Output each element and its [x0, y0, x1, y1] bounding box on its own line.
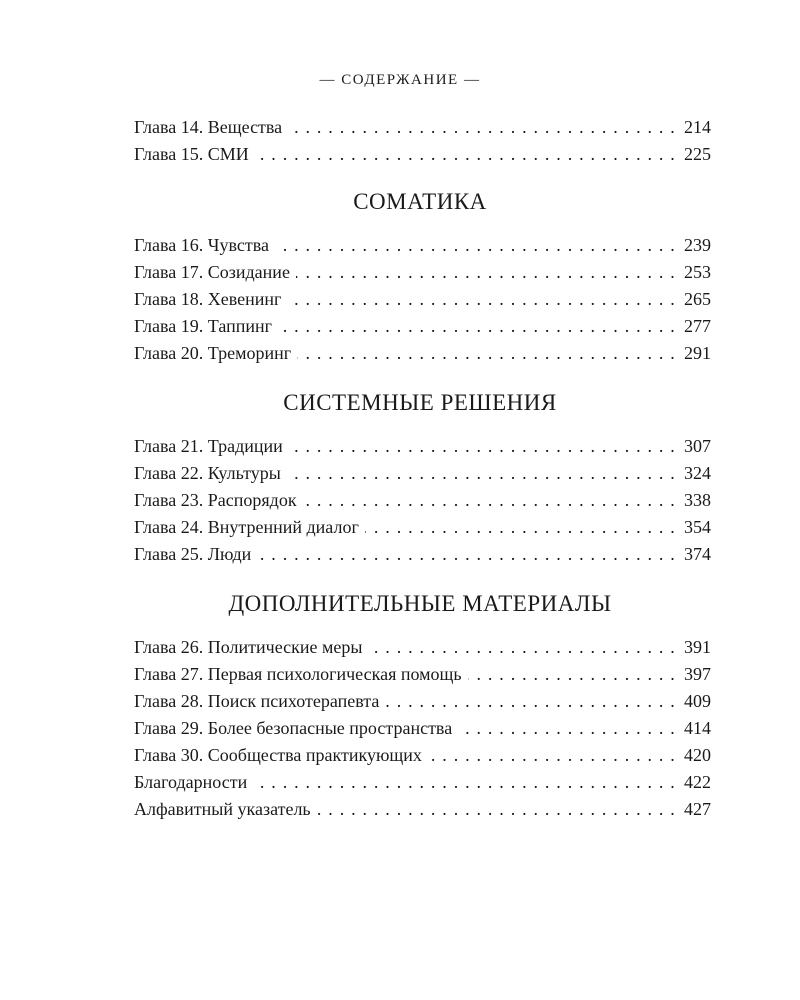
section-heading: СИСТЕМНЫЕ РЕШЕНИЯ [283, 390, 557, 415]
toc-entry-page: 391 [684, 637, 711, 657]
section-heading: СОМАТИКА [353, 189, 487, 214]
toc-entry-title: Глава 21. Традиции [134, 436, 283, 456]
toc-entry-page: 409 [684, 691, 711, 711]
toc-entry-title: Глава 18. Хевенинг [134, 289, 282, 309]
toc-entry-page: 420 [684, 745, 711, 765]
toc-entry[interactable] [134, 688, 711, 715]
toc-entry-page: 265 [684, 289, 711, 309]
toc-entry-title: Глава 30. Сообщества практикующих [134, 745, 422, 765]
toc-entry[interactable] [134, 514, 711, 541]
toc-entry[interactable] [134, 114, 711, 141]
toc-entry-page: 324 [684, 463, 711, 483]
toc-entry-title: Алфавитный указатель [134, 799, 311, 819]
toc-entry-title: Глава 16. Чувства [134, 235, 269, 255]
toc-entry[interactable] [134, 661, 711, 688]
toc-entry-page: 239 [684, 235, 711, 255]
toc-entry[interactable] [134, 433, 711, 460]
toc-entry-title: Глава 14. Вещества [134, 117, 283, 137]
dot-leader [428, 742, 676, 769]
dot-leader [317, 796, 676, 823]
dot-leader [288, 114, 676, 141]
dot-leader [257, 541, 676, 568]
toc-entry[interactable] [134, 286, 711, 313]
toc-entry-page: 291 [684, 343, 711, 363]
dot-leader [287, 286, 676, 313]
dot-leader [468, 661, 676, 688]
dot-leader [458, 715, 676, 742]
toc-entry[interactable] [134, 796, 711, 823]
toc-entry-title: Глава 20. Треморинг [134, 343, 292, 363]
toc-entry-page: 214 [684, 117, 711, 137]
section-heading: ДОПОЛНИТЕЛЬНЫЕ МАТЕРИАЛЫ [228, 591, 612, 616]
toc-entry[interactable] [134, 541, 711, 568]
table-of-contents [134, 114, 711, 823]
toc-entry-page: 225 [684, 144, 711, 164]
toc-entry[interactable] [134, 715, 711, 742]
toc-entry-page: 374 [684, 544, 711, 564]
toc-entry-title: Глава 26. Политические меры [134, 637, 363, 657]
toc-entry-title: Глава 15. СМИ [134, 144, 249, 164]
toc-entry-title: Глава 22. Культуры [134, 463, 281, 483]
toc-entry[interactable] [134, 460, 711, 487]
toc-entry-title: Глава 28. Поиск психотерапевта [134, 691, 380, 711]
dot-leader [275, 232, 676, 259]
toc-entry[interactable] [134, 634, 711, 661]
toc-entry[interactable] [134, 742, 711, 769]
dot-leader [253, 769, 676, 796]
toc-entry-title: Глава 29. Более безопасные пространства [134, 718, 453, 738]
toc-entry-title: Глава 23. Распорядок [134, 490, 297, 510]
dot-leader [289, 433, 676, 460]
dot-leader [365, 514, 676, 541]
dot-leader [296, 259, 676, 286]
toc-entry[interactable] [134, 313, 711, 340]
toc-entry-page: 253 [684, 262, 711, 282]
toc-entry[interactable] [134, 259, 711, 286]
dot-leader [385, 688, 676, 715]
dot-leader [303, 487, 676, 514]
toc-entry[interactable] [134, 340, 711, 367]
toc-entry-title: Благодарности [134, 772, 248, 792]
toc-entry-page: 277 [684, 316, 711, 336]
toc-entry[interactable] [134, 769, 711, 796]
toc-entry[interactable] [134, 487, 711, 514]
running-header: — СОДЕРЖАНИЕ — [319, 72, 481, 88]
toc-entry-title: Глава 19. Таппинг [134, 316, 272, 336]
toc-entry-page: 307 [684, 436, 711, 456]
dot-leader [368, 634, 676, 661]
dot-leader [278, 313, 676, 340]
toc-entry-page: 427 [684, 799, 711, 819]
toc-entry-page: 397 [684, 664, 711, 684]
toc-entry-page: 414 [684, 718, 711, 738]
dot-leader [297, 340, 676, 367]
toc-entry-page: 338 [684, 490, 711, 510]
toc-entry-title: Глава 27. Первая психологическая помощь [134, 664, 462, 684]
dot-leader [255, 141, 676, 168]
toc-entry-title: Глава 25. Люди [134, 544, 252, 564]
dot-leader [287, 460, 676, 487]
toc-entry[interactable] [134, 141, 711, 168]
toc-entry[interactable] [134, 232, 711, 259]
toc-entry-page: 354 [684, 517, 711, 537]
toc-entry-page: 422 [684, 772, 711, 792]
toc-entry-title: Глава 24. Внутренний диалог [134, 517, 359, 537]
toc-entry-title: Глава 17. Созидание [134, 262, 290, 282]
